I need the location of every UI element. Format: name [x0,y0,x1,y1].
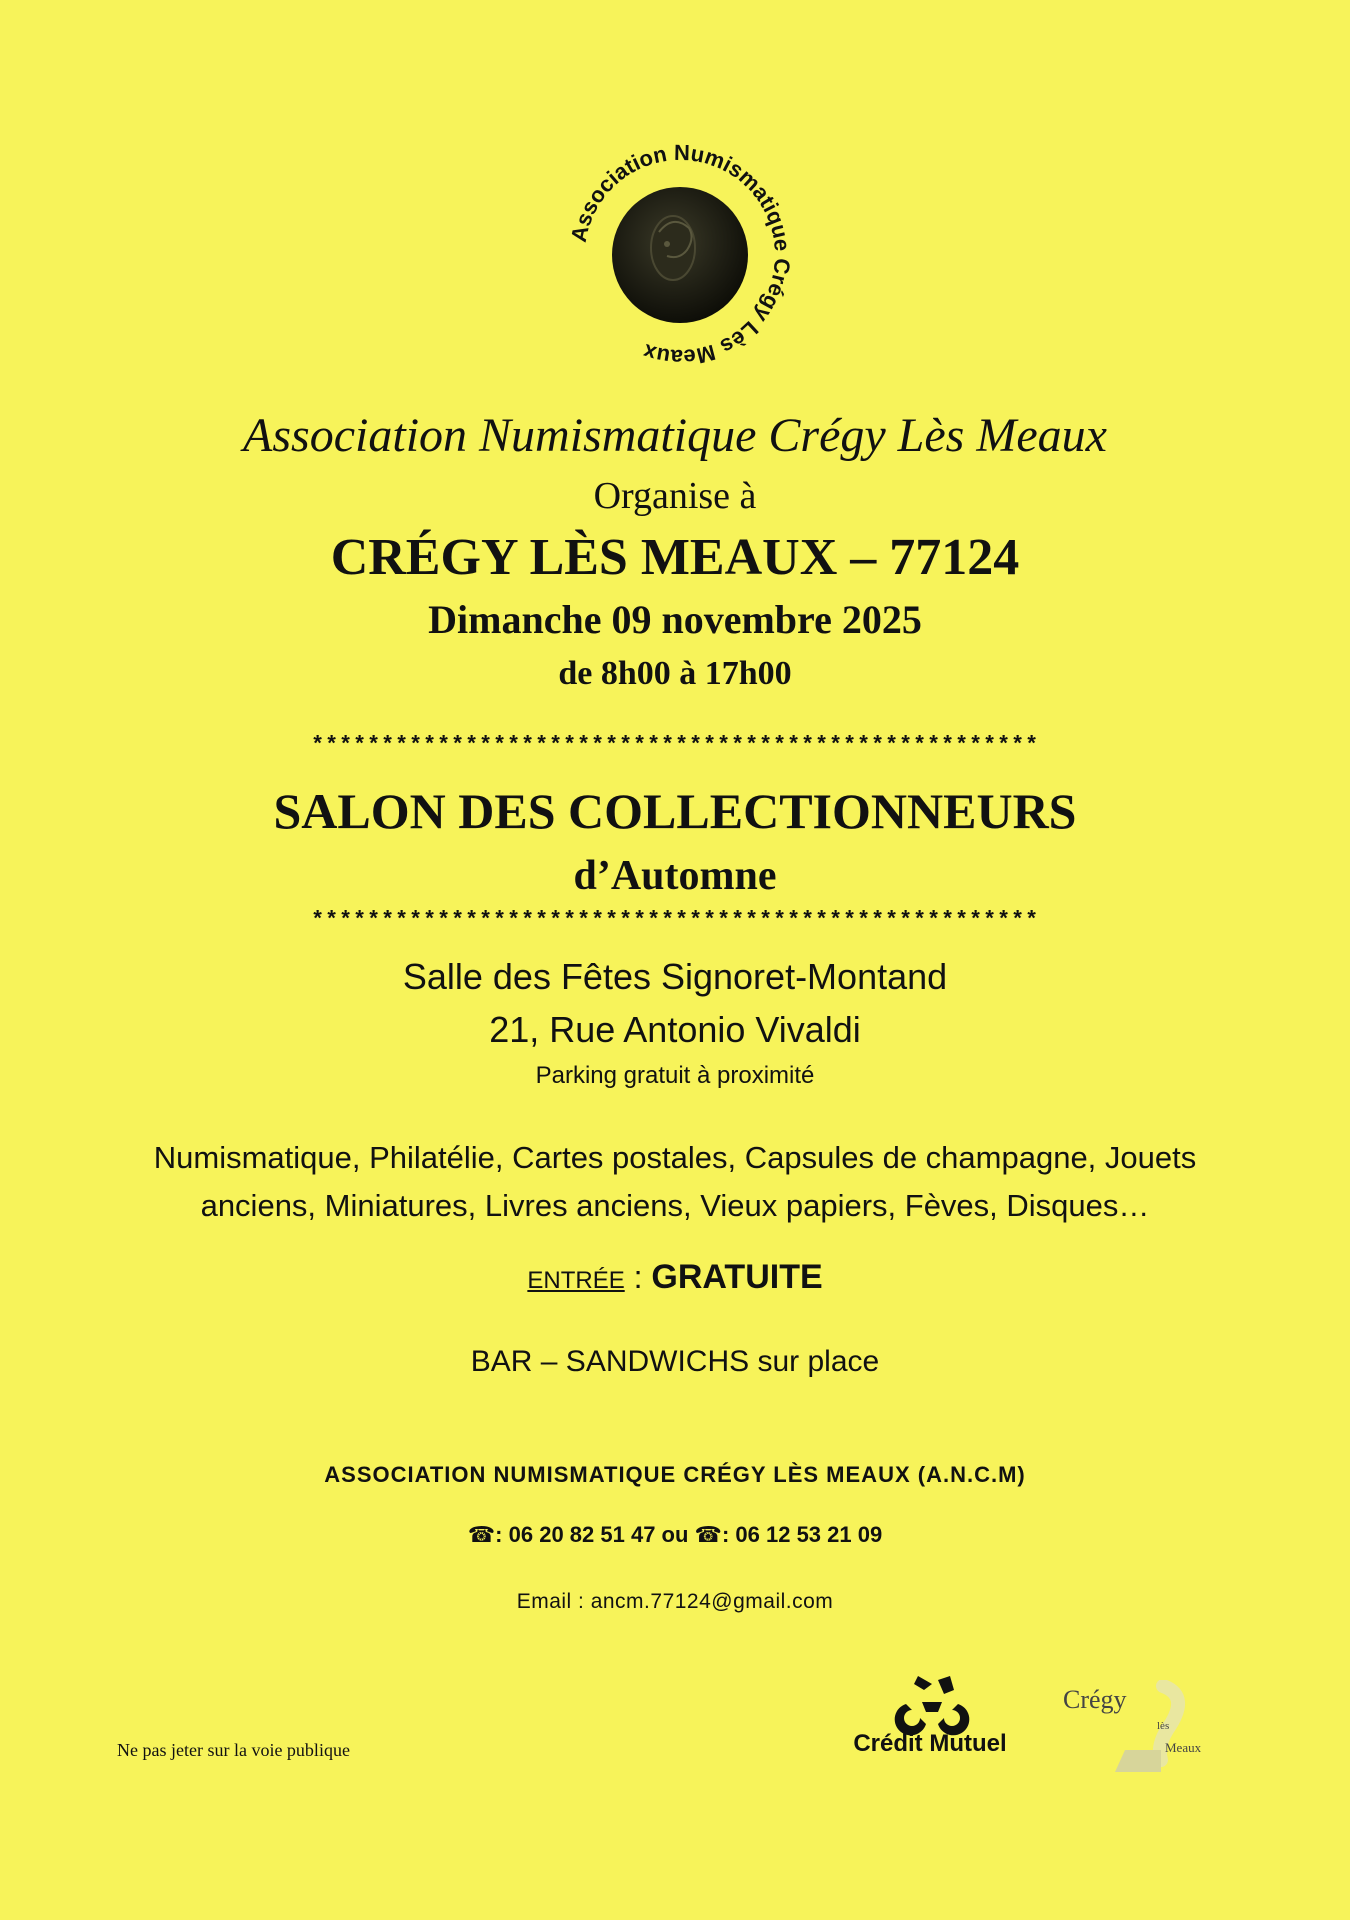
phone-numbers: ☎: 06 20 82 51 47 ou ☎: 06 12 53 21 09 [467,1522,883,1547]
entry-info [0,1258,1350,1297]
email-label: Email : [516,1590,591,1613]
venue-address: 21, Rue Antonio Vivaldi [489,1009,861,1050]
event-date: Dimanche 09 novembre 2025 [428,597,922,642]
sponsor-cregy: Crégy [1063,1685,1127,1714]
sponsor-cregy-les: lès [1157,1720,1170,1732]
sponsor-cregy-meaux: Meaux [1165,1740,1202,1755]
collectibles-line-1: Numismatique, Philatélie, Cartes postales, Capsules de champagne, Jouets [153,1140,1197,1175]
entry-separator: : [624,1259,652,1295]
sponsor-credit-mutuel: Crédit Mutuel [853,1730,1007,1757]
phone-or: ou [655,1522,695,1547]
footer-note: Ne pas jeter sur la voie publique [117,1740,350,1760]
collectibles-line-2: anciens, Miniatures, Livres anciens, Vieux papiers, Fèves, Disques… [200,1188,1150,1223]
star-divider-top: **************************************************** [310,733,1040,758]
bar-info: BAR – SANDWICHS sur place [470,1345,880,1378]
organisation-title: Association Numismatique Crégy Lès Meaux [243,409,1107,462]
association-name: ASSOCIATION NUMISMATIQUE CRÉGY LÈS MEAUX (A.N.C.M) [324,1462,1026,1487]
entry-value: GRATUITE [651,1258,823,1296]
phone-icon: ☎ [467,1522,496,1547]
phone-number-1[interactable]: 06 20 82 51 47 [508,1522,656,1547]
star-divider-bottom: **************************************************** [310,908,1040,933]
phone-number-2[interactable]: 06 12 53 21 09 [735,1522,883,1547]
event-title: SALON DES COLLECTIONNEURS [273,783,1077,839]
phone-icon: ☎ [694,1522,722,1547]
event-subtitle: d’Automne [573,853,777,899]
email-address[interactable]: ancm.77124@gmail.com [590,1590,834,1613]
organise-text: Organise à [593,475,757,517]
logo-ring-text: Association Numismatique Crégy Lès Meaux [565,140,796,370]
event-hours: de 8h00 à 17h00 [558,655,792,692]
parking-note: Parking gratuit à proximité [535,1062,815,1089]
email-line [0,1590,1350,1614]
event-city: CRÉGY LÈS MEAUX – 77124 [330,529,1020,586]
entry-label: ENTRÉE [527,1267,625,1294]
association-logo [555,140,805,370]
venue-name: Salle des Fêtes Signoret-Montand [402,956,948,997]
